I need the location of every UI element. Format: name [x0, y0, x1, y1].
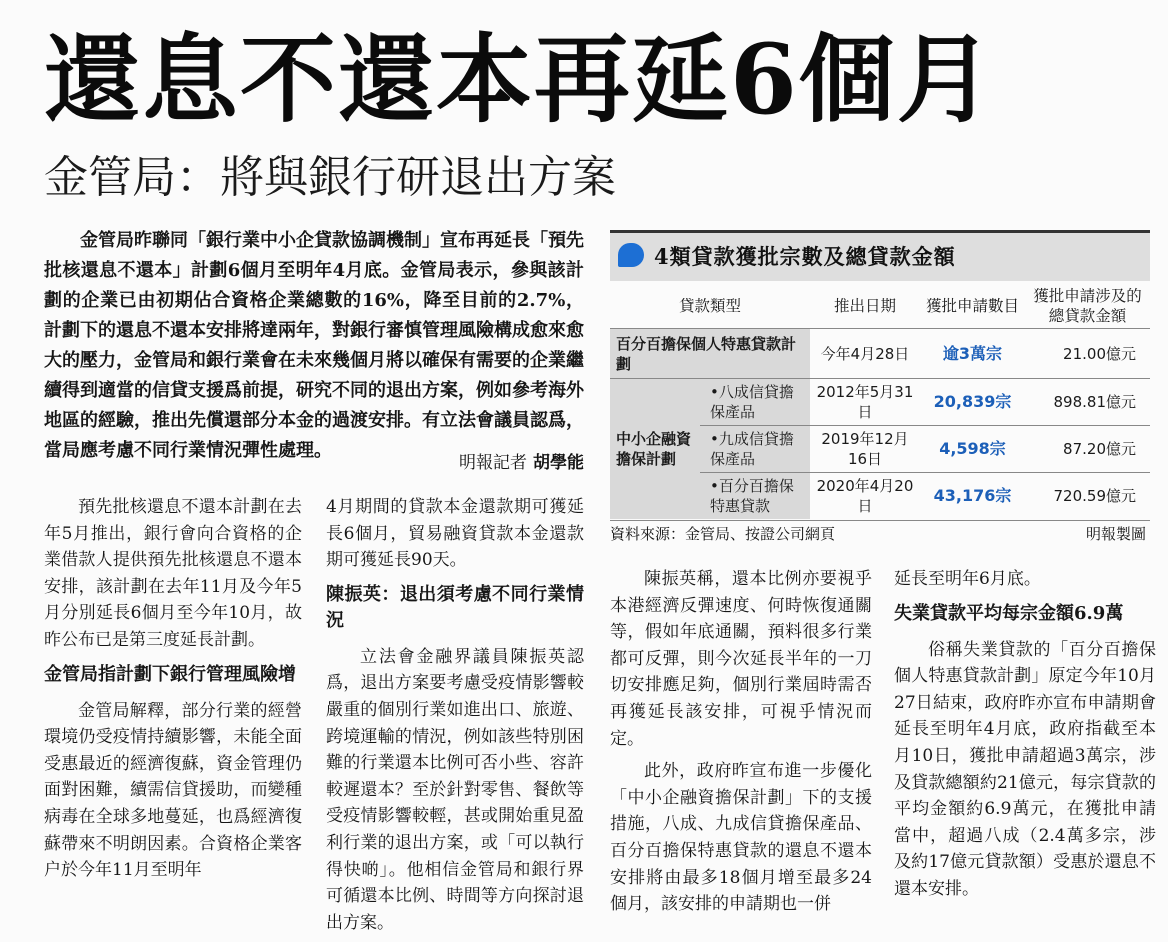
table-source — [610, 520, 1150, 545]
body-paragraph: 金管局解釋，部分行業的經營環境仍受疫情持續影響，未能全面受惠最近的經濟復蘇，資金管理仍面對困難，續需信貸援助，而變種病毒在全球多地蔓延，也爲經濟復蘇帶來不明朗因素。合資格企業客户於今年11月至明年 — [44, 700, 302, 881]
body-paragraph: 立法會金融界議員陳振英認爲，退出方案要考慮受疫情影響較嚴重的個別行業如進出口、旅遊、跨境運輸的情況，例如該些特別困難的行業還本比例可否小些、容許較遲還本？至於針對零售、餐飲等受疫情影響較輕，甚或開始重見盈利行業的退出方案，或「可以執行得快啲」。他相信金管局和銀行界可循還本比例、時間等方向探討退出方案。 — [326, 646, 584, 933]
byline — [300, 450, 584, 476]
row-apps: 43,176宗 — [920, 473, 1025, 520]
section-heading: 失業貸款平均每宗金額6.9萬 — [894, 602, 1124, 624]
header-date: 推出日期 — [833, 297, 896, 315]
row-apps: 逾3萬宗 — [920, 329, 1025, 379]
body-paragraph: 俗稱失業貸款的「百分百擔保個人特惠貸款計劃」原定今年10月27日結束，政府昨亦宣布申請期會延長至明年4月底，政府指截至本月10日，獲批申請超過3萬宗，涉及貸款總額約21億元，每宗貸款的平均金額約6.9萬元，在獲批申請當中，超過八成（2.4萬多宗，涉及約17億元貸款額）受惠於還息不還本安排。 — [894, 639, 1156, 899]
table-title: 4類貸款獲批宗數及總貸款金額 — [654, 244, 956, 269]
body-column-2 — [326, 494, 584, 942]
row-apps: 20,839宗 — [920, 379, 1025, 426]
header-apps: 獲批申請數目 — [925, 297, 1019, 315]
speech-bubble-icon — [618, 243, 644, 267]
row-date: 2012年5月31日 — [810, 379, 920, 426]
group-label: 中小企融資擔保計劃 — [610, 379, 700, 520]
byline-name: 胡學能 — [533, 453, 584, 473]
row-apps: 4,598宗 — [920, 426, 1025, 473]
lead-text: 金管局昨聯同「銀行業中小企貸款協調機制」宣布再延長「預先批核還息不還本」計劃6個月至明年4月底。金管局表示，參與該計劃的企業已由初期佔合資格企業總數的16%，降至目前的2.7%，計劃下的還息不還本安排將達兩年，對銀行審慎管理風險構成愈來愈大的壓力，金管局和銀行業會在未來幾個月將以確保有需要的企業繼續得到適當的信貸支援爲前提，研究不同的退出方案，例如參考海外地區的經驗，推出先償還部分本金的過渡安排。有立法會議員認爲，當局應考慮不同行業情況彈性處理。 — [44, 230, 584, 461]
row-loan-type: 百分百擔保個人特惠貸款計劃 — [610, 329, 810, 379]
row-date: 2020年4月20日 — [810, 473, 920, 520]
headline: 還息不還本再延6個月 — [44, 23, 995, 136]
lead-paragraph — [44, 226, 584, 466]
row-total: 720.59億元 — [1025, 473, 1150, 520]
graphic-credit: 明報製圖 — [1085, 525, 1146, 543]
body-column-4 — [894, 566, 1156, 909]
body-paragraph: 4月期間的貸款本金還款期可獲延長6個月，貿易融資貸款本金還款期可獲延長90天。 — [326, 497, 584, 571]
header-type: 貸款類型 — [678, 297, 741, 315]
subheadline: 金管局：將與銀行研退出方案 — [44, 152, 616, 203]
row-date: 今年4月28日 — [810, 329, 920, 379]
loan-table-box — [610, 230, 1150, 550]
section-heading: 金管局指計劃下銀行管理風險增 — [44, 663, 296, 685]
row-total: 21.00億元 — [1025, 329, 1150, 379]
body-paragraph: 預先批核還息不還本計劃在去年5月推出，銀行會向合資格的企業借款人提供預先批核還息不還本安排，該計劃在去年11月及今年5月分別延長6個月至今年10月，故昨公布已是第三度延長計劃。 — [44, 497, 302, 650]
row-date: 2019年12月16日 — [810, 426, 920, 473]
table-title-bar — [610, 230, 1150, 281]
body-column-3 — [610, 566, 872, 924]
body-paragraph: 此外，政府昨宣布進一步優化「中小企融資擔保計劃」下的支援措施，八成、九成信貸擔保產品、百分百擔保特惠貸款的還息不還本安排將由最多18個月增至最多24個月，該安排的申請期也一併 — [610, 761, 872, 915]
row-total: 87.20億元 — [1025, 426, 1150, 473]
body-paragraph: 延長至明年6月底。 — [894, 569, 1041, 589]
row-total: 898.81億元 — [1025, 379, 1150, 426]
row-loan-type: •百分百擔保特惠貸款 — [700, 473, 810, 520]
body-paragraph: 陳振英稱，還本比例亦要視乎本港經濟反彈速度、何時恢復通關等，假如年底通關，預料很多行業都可反彈，則今次延長半年的一刀切安排應足夠，個別行業屆時需否再獲延長該安排，可視乎情況而定。 — [610, 569, 872, 749]
row-loan-type: •八成信貸擔保產品 — [700, 379, 810, 426]
header-total: 獲批申請涉及的總貸款金額 — [1033, 287, 1142, 325]
table-row — [610, 329, 1150, 379]
body-column-1 — [44, 494, 302, 890]
byline-label: 明報記者 — [459, 453, 527, 473]
table-header-row — [610, 284, 1150, 329]
table-row — [610, 379, 1150, 426]
source-text: 資料來源：金管局、按證公司網頁 — [610, 525, 836, 543]
row-loan-type: •九成信貸擔保產品 — [700, 426, 810, 473]
section-heading: 陳振英：退出須考慮不同行業情況 — [326, 583, 584, 631]
loan-table — [610, 284, 1150, 519]
